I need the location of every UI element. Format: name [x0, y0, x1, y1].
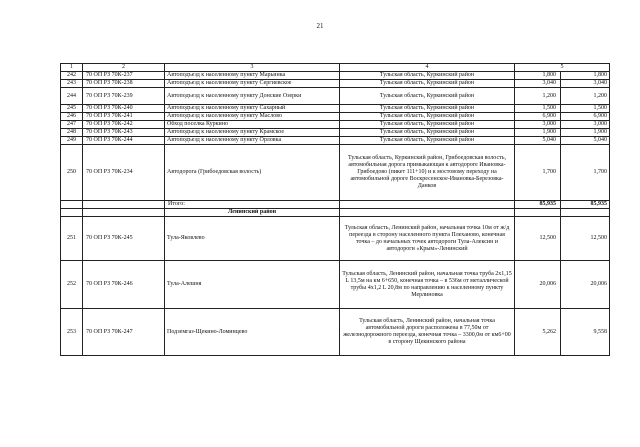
table-row — [61, 309, 610, 356]
header-cell-5: 5 — [515, 64, 610, 72]
row-number: 247 — [61, 121, 83, 129]
total-length: 85,935 — [515, 201, 561, 209]
road-total-length: 6,900 — [561, 113, 610, 121]
row-number: 242 — [61, 72, 83, 80]
road-total-length: 9,558 — [561, 309, 610, 356]
table-row — [61, 217, 610, 261]
section-empty-cell — [61, 209, 83, 217]
road-id-code: 70 ОП РЗ 70К-245 — [83, 217, 165, 261]
road-name: Тула-Алешня — [165, 261, 340, 309]
road-name: Подземгаз-Щекино-Ломинцево — [165, 309, 340, 356]
row-number: 246 — [61, 113, 83, 121]
section-row — [61, 209, 610, 217]
road-location: Тульская область, Ленинский район, начальная точка 10м от ж/д переезда в сторону населенного пункта Плеханово, конечная точка – до начальных точек автодороги Тула-Алексин и автодороги «Крым»-Ленинский — [340, 217, 515, 261]
road-id-code: 70 ОП РЗ 70К-244 — [83, 137, 165, 145]
road-length: 3,000 — [515, 121, 561, 129]
road-length: 5,262 — [515, 309, 561, 356]
header-cell-1: 1 — [61, 64, 83, 72]
row-number: 253 — [61, 309, 83, 356]
table-row — [61, 137, 610, 145]
table-row — [61, 88, 610, 105]
section-title: Ленинский район — [165, 209, 340, 217]
table-row — [61, 80, 610, 88]
header-cell-3: 3 — [165, 64, 340, 72]
section-empty-cell — [561, 209, 610, 217]
row-number: 244 — [61, 88, 83, 105]
row-number: 250 — [61, 145, 83, 201]
road-total-length: 3,000 — [561, 121, 610, 129]
road-id-code: 70 ОП РЗ 70К-239 — [83, 88, 165, 105]
road-total-length: 1,500 — [561, 105, 610, 113]
road-id-code: 70 ОП РЗ 70К-238 — [83, 80, 165, 88]
row-number: 245 — [61, 105, 83, 113]
road-total-length: 3,040 — [561, 80, 610, 88]
table-row — [61, 121, 610, 129]
road-length: 20,006 — [515, 261, 561, 309]
road-length: 1,500 — [515, 105, 561, 113]
road-id-code: 70 ОП РЗ 70К-234 — [83, 145, 165, 201]
road-length: 1,700 — [515, 145, 561, 201]
road-length: 3,040 — [515, 80, 561, 88]
table-row — [61, 129, 610, 137]
table-row — [61, 145, 610, 201]
road-location: Тульская область, Куркинский район — [340, 137, 515, 145]
header-row — [61, 64, 610, 72]
header-cell-4: 4 — [340, 64, 515, 72]
road-total-length: 5,040 — [561, 137, 610, 145]
table-row — [61, 261, 610, 309]
row-number: 249 — [61, 137, 83, 145]
row-number: 248 — [61, 129, 83, 137]
road-location: Тульская область, Куркинский район — [340, 113, 515, 121]
table-row — [61, 113, 610, 121]
road-id-code: 70 ОП РЗ 70К-243 — [83, 129, 165, 137]
roads-table — [60, 63, 610, 356]
total-empty-cell — [340, 201, 515, 209]
road-location: Тульская область, Куркинский район — [340, 72, 515, 80]
row-number: 243 — [61, 80, 83, 88]
road-id-code: 70 ОП РЗ 70К-240 — [83, 105, 165, 113]
road-location: Тульская область, Куркинский район — [340, 80, 515, 88]
road-length: 6,900 — [515, 113, 561, 121]
table-row — [61, 72, 610, 80]
page-number: 21 — [316, 22, 324, 30]
road-name: Автоподъезд к населенному пункту Марьинка — [165, 72, 340, 80]
road-total-length: 1,900 — [561, 129, 610, 137]
total-empty-cell — [83, 201, 165, 209]
road-total-length: 20,006 — [561, 261, 610, 309]
road-name: Тула-Яковлево — [165, 217, 340, 261]
total-empty-cell — [61, 201, 83, 209]
road-name: Автоподъезд к населенному пункту Сахарный — [165, 105, 340, 113]
road-length: 5,040 — [515, 137, 561, 145]
road-location: Тульская область, Куркинский район — [340, 105, 515, 113]
road-id-code: 70 ОП РЗ 70К-242 — [83, 121, 165, 129]
total-row — [61, 201, 610, 209]
road-length: 1,800 — [515, 72, 561, 80]
table-row — [61, 105, 610, 113]
road-id-code: 70 ОП РЗ 70К-246 — [83, 261, 165, 309]
road-location: Тульская область, Куркинский район — [340, 129, 515, 137]
section-empty-cell — [340, 209, 515, 217]
road-length: 1,900 — [515, 129, 561, 137]
road-total-length: 12,500 — [561, 217, 610, 261]
road-total-length: 1,700 — [561, 145, 610, 201]
road-total-length: 1,200 — [561, 88, 610, 105]
road-name: Автоподъезд к населенному пункту Орловка — [165, 137, 340, 145]
total-label: Итого: — [165, 201, 340, 209]
road-name: Автоподъезд к населенному пункту Маслово — [165, 113, 340, 121]
road-id-code: 70 ОП РЗ 70К-247 — [83, 309, 165, 356]
road-location: Тульская область, Куркинский район — [340, 121, 515, 129]
row-number: 252 — [61, 261, 83, 309]
road-length: 12,500 — [515, 217, 561, 261]
road-id-code: 70 ОП РЗ 70К-237 — [83, 72, 165, 80]
road-name: Автоподъезд к населенному пункту Донские Озерки — [165, 88, 340, 105]
header-cell-2: 2 — [83, 64, 165, 72]
row-number: 251 — [61, 217, 83, 261]
road-id-code: 70 ОП РЗ 70К-241 — [83, 113, 165, 121]
road-name: Автоподъезд к населенному пункту Сергиевское — [165, 80, 340, 88]
road-location: Тульская область, Куркинский район, Грибоедовская волость, автомобильная дорога примыкающая к автодороге Ивановка-Грибоедово (пикет 111+10) и к мостовому переходу на автомобильной дороге Воскресенское-Ивановка-Березовка-Данков — [340, 145, 515, 201]
road-location: Тульская область, Куркинский район — [340, 88, 515, 105]
section-empty-cell — [83, 209, 165, 217]
road-total-length: 1,800 — [561, 72, 610, 80]
road-name: Автоподъезд к населенному пункту Крамское — [165, 129, 340, 137]
road-length: 1,200 — [515, 88, 561, 105]
road-name: Автодорога (Грибоедовская волость) — [165, 145, 340, 201]
road-location: Тульская область, Ленинский район, начальная точка автомобильной дороги расположена в 77,50м от железнодорожного переезда, конечная точка – 3300,0м от км6+00 в сторону Щекинского района — [340, 309, 515, 356]
road-location: Тульская область, Ленинский район, начальная точка труба 2х1,15 L 13,5м на км 6+650, конечная точка – в 536м от металлической трубы 4х1,2 L 20,8м по направлению к населенному пункту Мерлиновка — [340, 261, 515, 309]
total-sum: 85,935 — [561, 201, 610, 209]
road-name: Обход поселка Куркино — [165, 121, 340, 129]
section-empty-cell — [515, 209, 561, 217]
